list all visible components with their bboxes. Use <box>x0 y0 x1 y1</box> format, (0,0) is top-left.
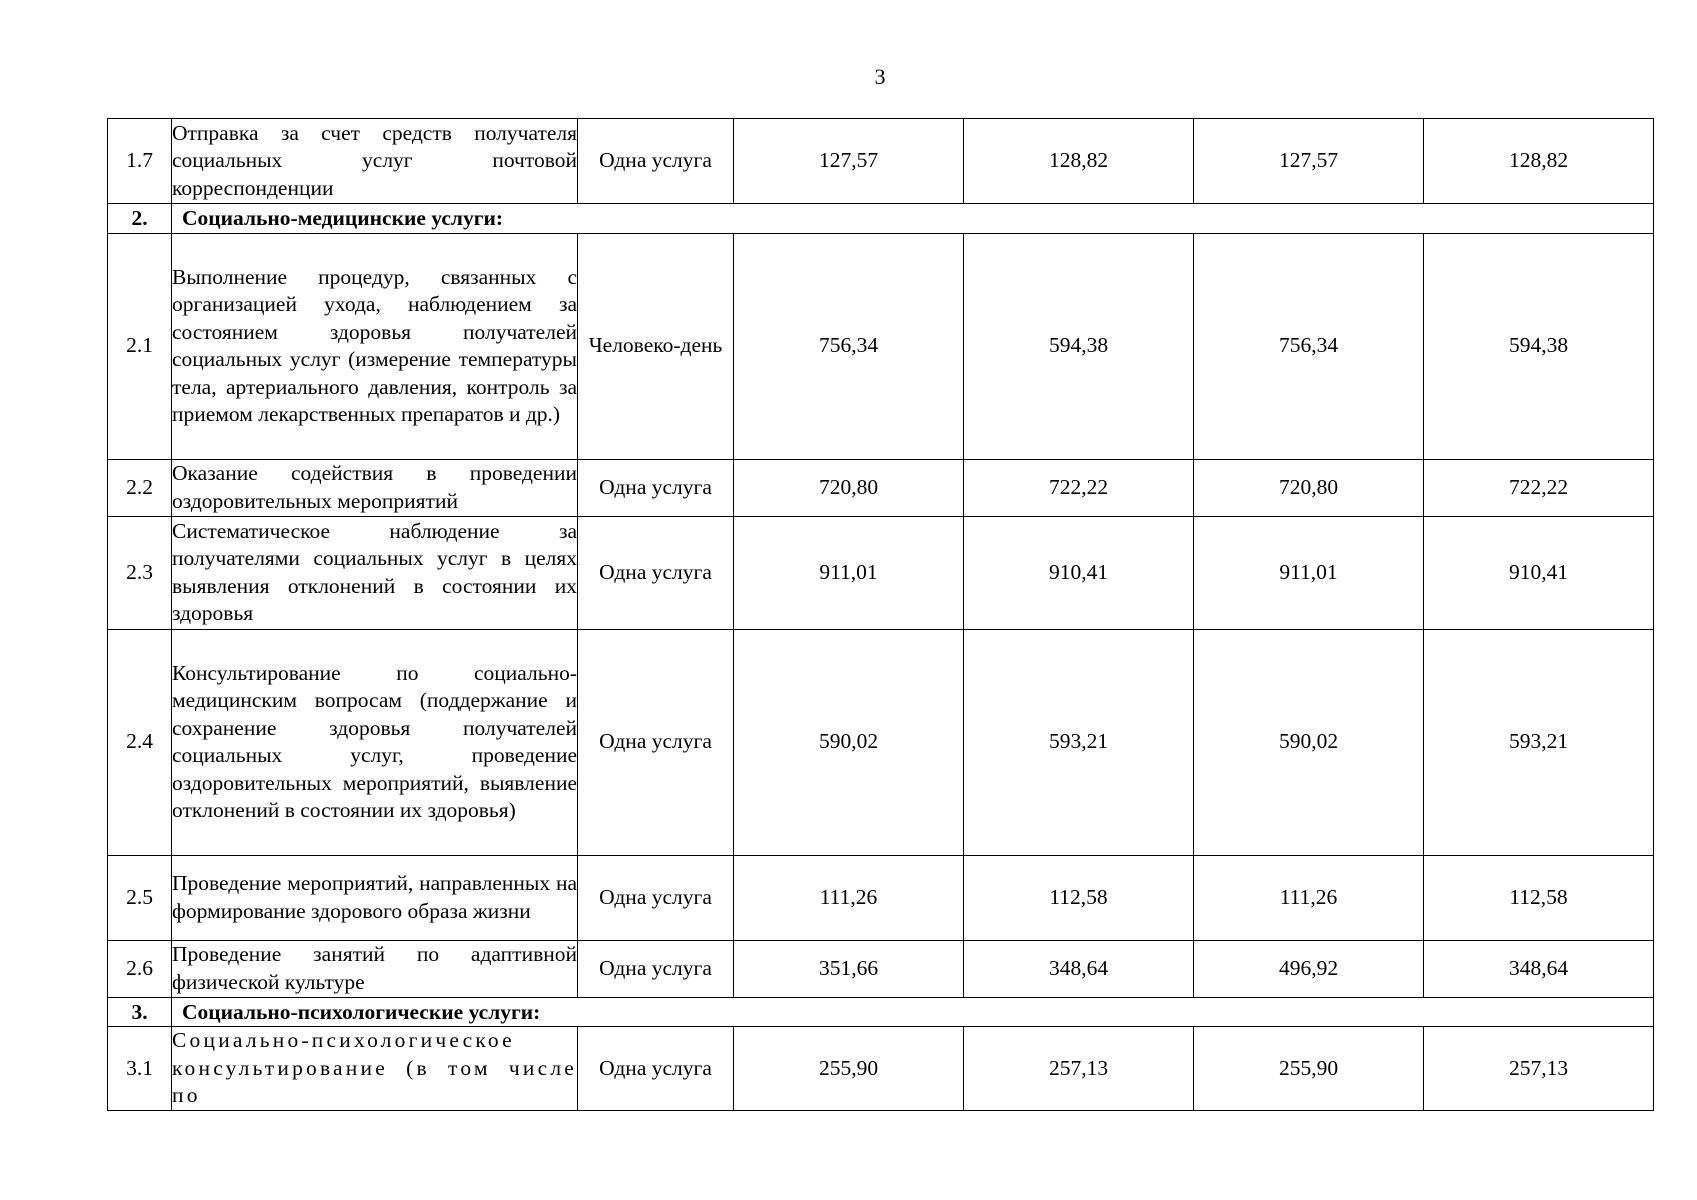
tariff-value-2: 348,64 <box>964 940 1194 997</box>
tariff-value-3: 496,92 <box>1194 940 1424 997</box>
tariff-value-1: 756,34 <box>734 233 964 459</box>
unit-of-measure: Человеко-день <box>578 233 734 459</box>
tariff-value-4: 593,21 <box>1424 629 1654 855</box>
table-row <box>108 629 1654 855</box>
section-row <box>108 997 1654 1027</box>
tariff-value-3: 255,90 <box>1194 1027 1424 1111</box>
row-number: 3.1 <box>108 1027 172 1111</box>
table-row <box>108 516 1654 629</box>
tariff-value-4: 112,58 <box>1424 855 1654 940</box>
tariff-value-3: 111,26 <box>1194 855 1424 940</box>
tariff-value-1: 351,66 <box>734 940 964 997</box>
tariff-value-3: 911,01 <box>1194 516 1424 629</box>
section-number: 2. <box>108 204 172 234</box>
section-row <box>108 204 1654 234</box>
tariff-value-2: 257,13 <box>964 1027 1194 1111</box>
service-name: Выполнение процедур, связанных с организацией ухода, наблюдением за состоянием здоровья получателей социальных услуг (измерение температуры тела, артериального давления, контроль за приемом лекарственных препаратов и др.) <box>172 233 578 459</box>
table-row <box>108 1027 1654 1111</box>
section-title: Социально-медицинские услуги: <box>172 204 1654 234</box>
tariff-value-2: 910,41 <box>964 516 1194 629</box>
table-row <box>108 940 1654 997</box>
table-row <box>108 233 1654 459</box>
row-number: 2.6 <box>108 940 172 997</box>
tariff-value-2: 112,58 <box>964 855 1194 940</box>
row-number: 2.5 <box>108 855 172 940</box>
tariff-value-2: 128,82 <box>964 119 1194 204</box>
tariff-value-4: 910,41 <box>1424 516 1654 629</box>
tariff-value-1: 127,57 <box>734 119 964 204</box>
service-name <box>172 1027 578 1111</box>
tariff-value-4: 722,22 <box>1424 459 1654 516</box>
service-name: Отправка за счет средств получателя социальных услуг почтовой корреспонденции <box>172 119 578 204</box>
row-number: 1.7 <box>108 119 172 204</box>
row-number: 2.1 <box>108 233 172 459</box>
table-row <box>108 119 1654 204</box>
tariff-value-2: 722,22 <box>964 459 1194 516</box>
page-number: 3 <box>874 64 886 89</box>
unit-of-measure: Одна услуга <box>578 1027 734 1111</box>
tariff-value-3: 756,34 <box>1194 233 1424 459</box>
tariff-value-1: 720,80 <box>734 459 964 516</box>
tariff-value-1: 111,26 <box>734 855 964 940</box>
tariff-value-1: 911,01 <box>734 516 964 629</box>
tariff-value-2: 593,21 <box>964 629 1194 855</box>
section-title: Социально-психологические услуги: <box>172 997 1654 1027</box>
table-row <box>108 855 1654 940</box>
unit-of-measure: Одна услуга <box>578 855 734 940</box>
tariff-value-3: 720,80 <box>1194 459 1424 516</box>
tariff-value-4: 257,13 <box>1424 1027 1654 1111</box>
unit-of-measure: Одна услуга <box>578 516 734 629</box>
row-number: 2.4 <box>108 629 172 855</box>
tariff-value-3: 127,57 <box>1194 119 1424 204</box>
tariff-value-4: 348,64 <box>1424 940 1654 997</box>
service-name: Систематическое наблюдение за получателями социальных услуг в целях выявления отклонений в состоянии их здоровья <box>172 516 578 629</box>
table-row <box>108 459 1654 516</box>
tariff-value-4: 128,82 <box>1424 119 1654 204</box>
row-number: 2.3 <box>108 516 172 629</box>
tariff-value-3: 590,02 <box>1194 629 1424 855</box>
unit-of-measure: Одна услуга <box>578 629 734 855</box>
service-name: Проведение мероприятий, направленных на формирование здорового образа жизни <box>172 855 578 940</box>
service-name-text: Социально-психологическое консультирование (в том числе по <box>172 1028 577 1107</box>
tariff-value-1: 590,02 <box>734 629 964 855</box>
tariff-value-1: 255,90 <box>734 1027 964 1111</box>
service-name: Оказание содействия в проведении оздоровительных мероприятий <box>172 459 578 516</box>
unit-of-measure: Одна услуга <box>578 459 734 516</box>
tariff-value-2: 594,38 <box>964 233 1194 459</box>
tariff-table <box>107 118 1654 1111</box>
unit-of-measure: Одна услуга <box>578 119 734 204</box>
section-number: 3. <box>108 997 172 1027</box>
service-name: Проведение занятий по адаптивной физической культуре <box>172 940 578 997</box>
service-name: Консультирование по социально-медицинским вопросам (поддержание и сохранение здоровья получателей социальных услуг, проведение оздоровительных мероприятий, выявление отклонений в состоянии их здоровья) <box>172 629 578 855</box>
unit-of-measure: Одна услуга <box>578 940 734 997</box>
tariff-value-4: 594,38 <box>1424 233 1654 459</box>
row-number: 2.2 <box>108 459 172 516</box>
